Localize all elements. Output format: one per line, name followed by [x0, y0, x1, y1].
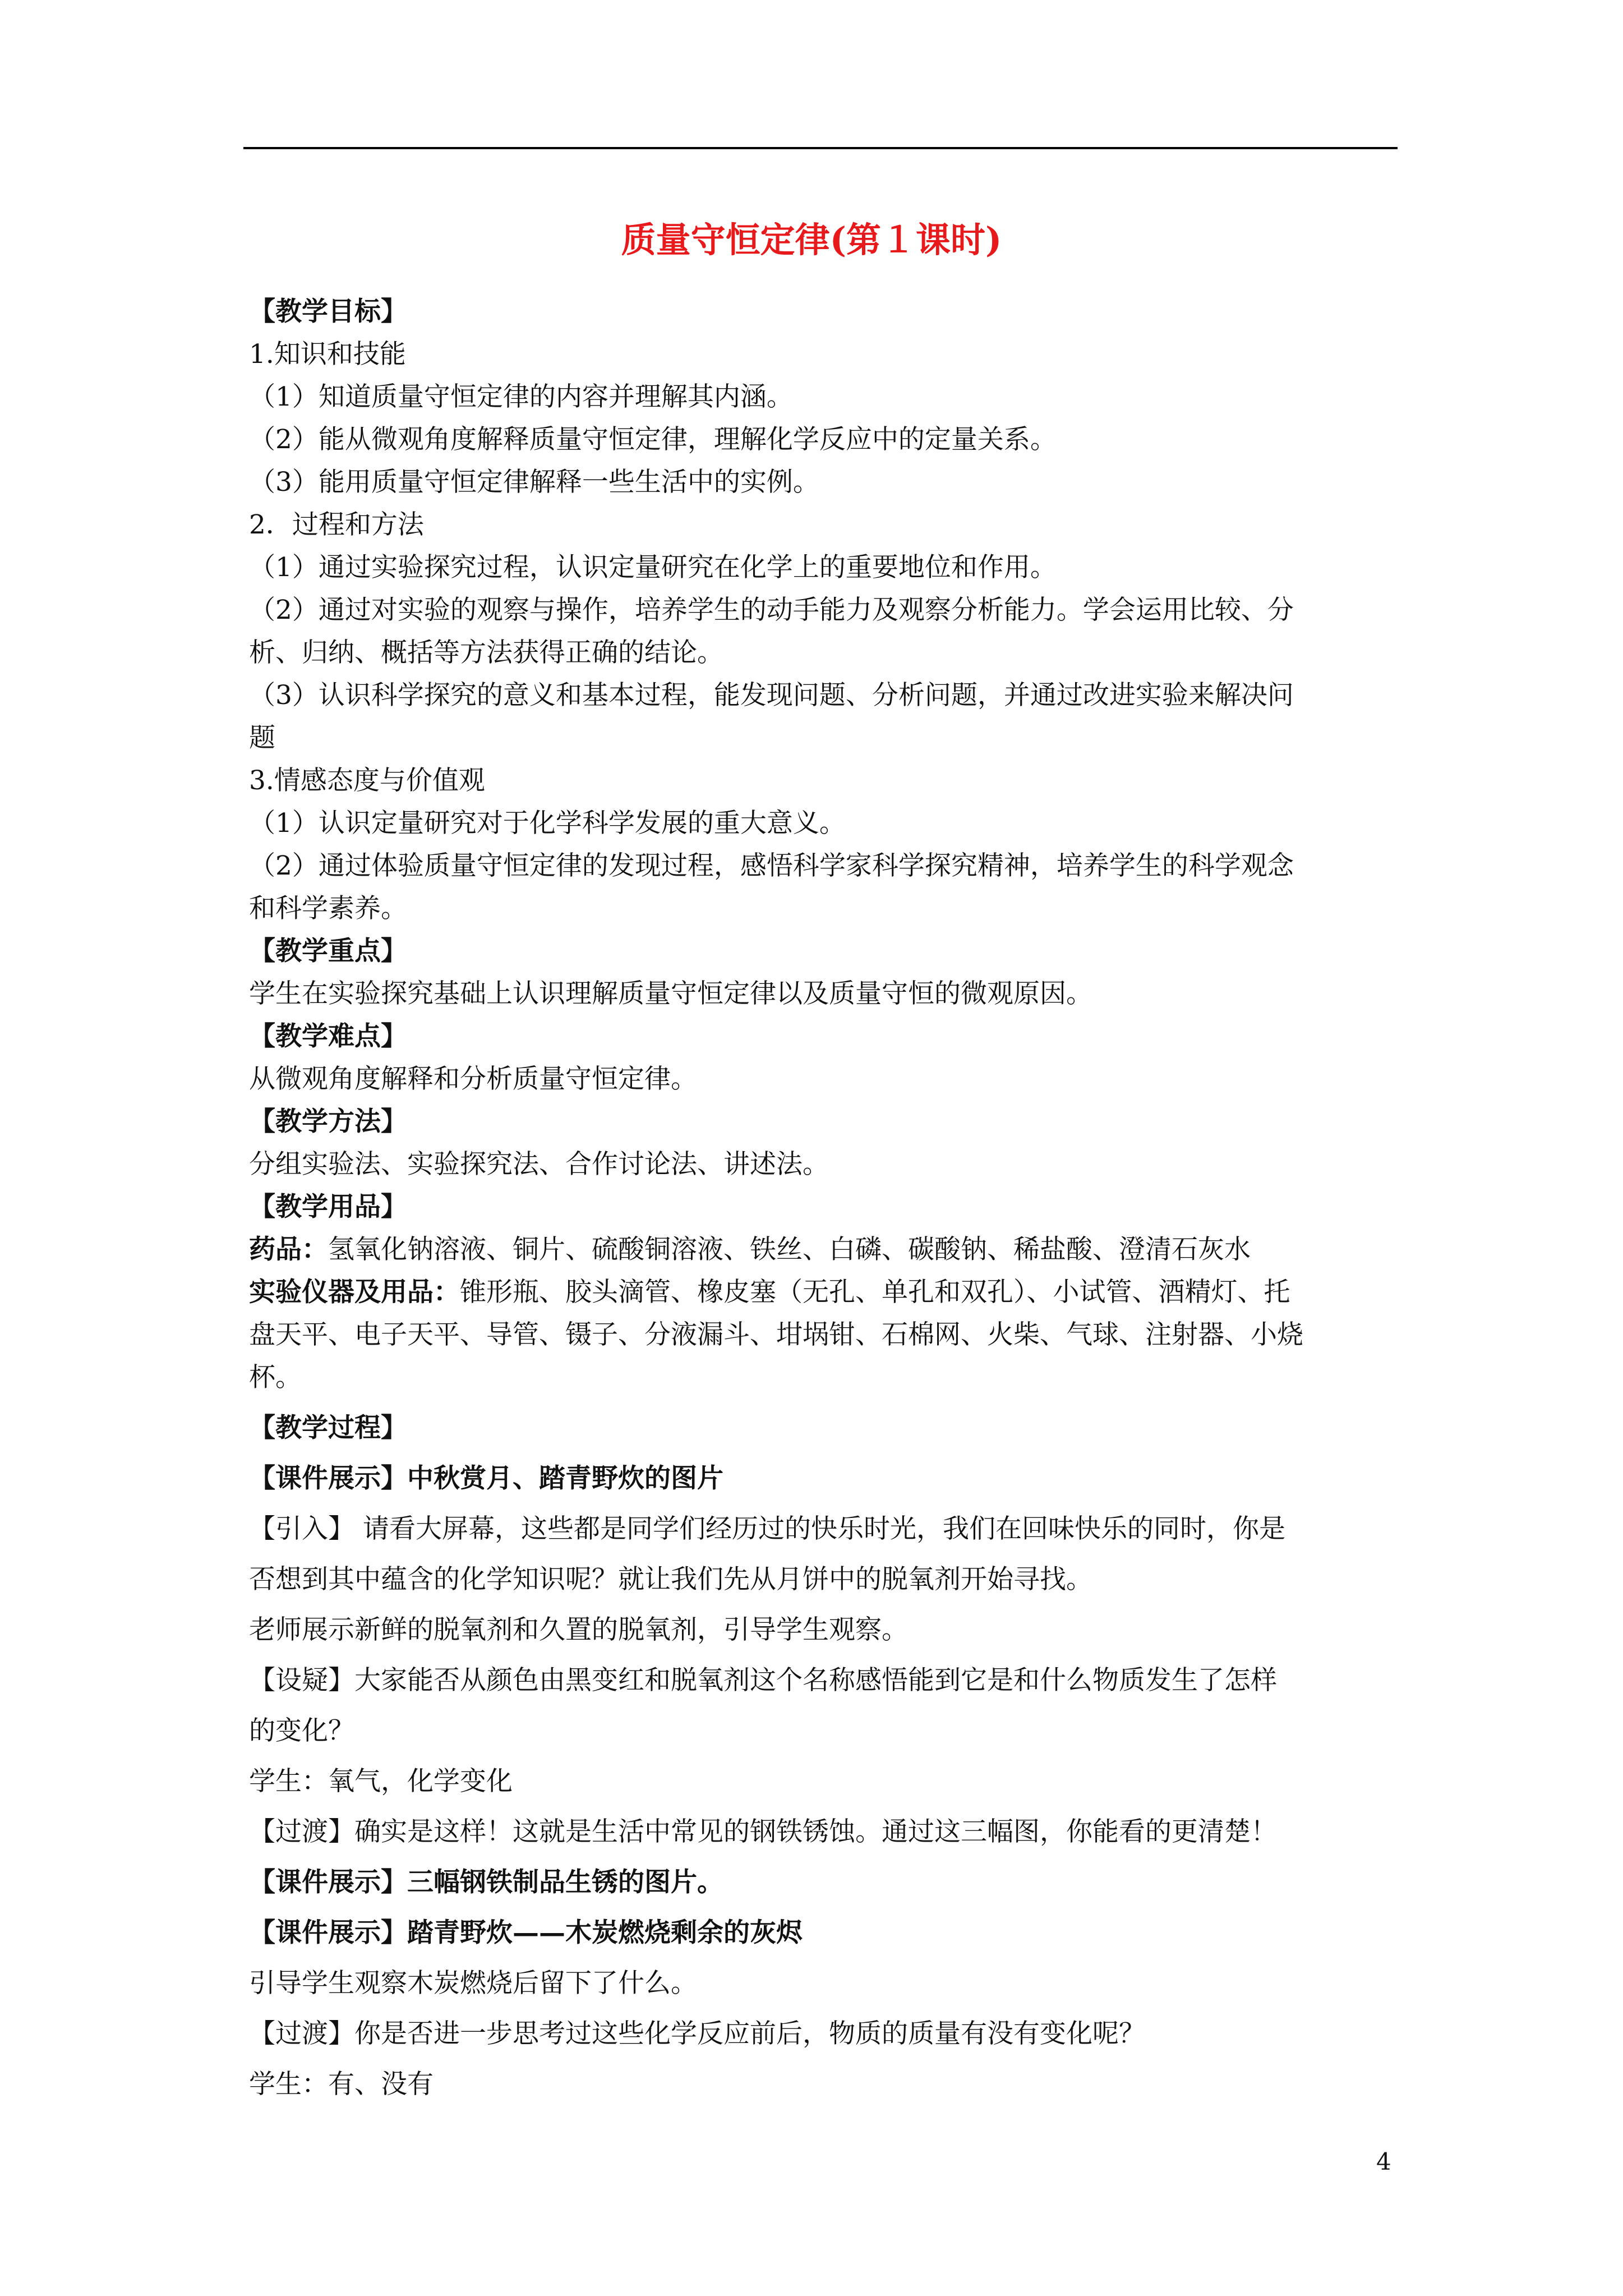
- line-text: 【教学目标】: [249, 296, 407, 327]
- line-text: 从微观角度解释和分析质量守恒定律。: [249, 1064, 697, 1094]
- section-heading: [249, 1457, 1399, 1500]
- text-line: [249, 1314, 1399, 1356]
- line-text: 【教学用品】: [249, 1191, 407, 1222]
- line-text: 老师展示新鲜的脱氧剂和久置的脱氧剂，引导学生观察。: [249, 1614, 908, 1645]
- line-text: 题: [249, 723, 275, 753]
- section-heading: [249, 1407, 1399, 1450]
- line-text: 【课件展示】三幅钢铁制品生锈的图片。: [249, 1867, 723, 1898]
- line-text: 氢氧化钠溶液、铜片、硫酸铜溶液、铁丝、白磷、碳酸钠、稀盐酸、澄清石灰水: [328, 1234, 1251, 1265]
- line-text: 3.情感态度与价值观: [249, 765, 485, 796]
- line-text: 否想到其中蕴含的化学知识呢？就让我们先从月饼中的脱氧剂开始寻找。: [249, 1564, 1092, 1595]
- text-line: [249, 802, 1399, 845]
- line-text: 盘天平、电子天平、导管、镊子、分液漏斗、坩埚钳、石棉网、火柴、气球、注射器、小烧: [249, 1319, 1303, 1350]
- text-line: [249, 2063, 1399, 2106]
- text-line: [249, 1710, 1399, 1752]
- line-text: 【教学过程】: [249, 1412, 407, 1443]
- text-line: [249, 1811, 1399, 1853]
- line-text: （1）知道质量守恒定律的内容并理解其内涵。: [249, 381, 793, 412]
- text-line: [249, 1659, 1399, 1702]
- page-title: 质量守恒定律(第１课时): [621, 219, 1002, 260]
- text-line: [249, 333, 1399, 376]
- line-text: 1.知识和技能: [249, 339, 406, 370]
- line-text: 【教学方法】: [249, 1106, 407, 1137]
- section-heading: [249, 1015, 1399, 1058]
- line-text: 【设疑】大家能否从颜色由黑变红和脱氧剂这个名称感悟能到它是和什么物质发生了怎样: [249, 1665, 1277, 1696]
- text-line: [249, 887, 1399, 930]
- section-heading: [249, 930, 1399, 973]
- line-text: （3）认识科学探究的意义和基本过程，能发现问题、分析问题，并通过改进实验来解决问: [249, 680, 1294, 711]
- line-lead-label: 实验仪器及用品：: [249, 1277, 460, 1308]
- text-line: [249, 760, 1399, 802]
- text-line: [249, 1558, 1399, 1601]
- text-line: [249, 1356, 1399, 1399]
- header-rule: [243, 147, 1398, 149]
- text-line: [249, 418, 1399, 461]
- line-text: （2）通过体验质量守恒定律的发现过程，感悟科学家科学探究精神，培养学生的科学观念: [249, 850, 1294, 881]
- text-line: [249, 589, 1399, 632]
- line-text: 【教学重点】: [249, 936, 407, 967]
- line-text: 学生在实验探究基础上认识理解质量守恒定律以及质量守恒的微观原因。: [249, 978, 1092, 1009]
- line-text: 引导学生观察木炭燃烧后留下了什么。: [249, 1968, 697, 1999]
- text-line: [249, 461, 1399, 504]
- line-text: （2）通过对实验的观察与操作，培养学生的动手能力及观察分析能力。学会运用比较、分: [249, 595, 1294, 625]
- text-line: [249, 376, 1399, 418]
- section-heading: [249, 1101, 1399, 1143]
- line-text: 锥形瓶、胶头滴管、橡皮塞（无孔、单孔和双孔）、小试管、酒精灯、托: [460, 1277, 1290, 1308]
- text-line: [249, 2013, 1399, 2055]
- line-text: （3）能用质量守恒定律解释一些生活中的实例。: [249, 467, 819, 498]
- line-text: 【课件展示】中秋赏月、踏青野炊的图片: [249, 1463, 723, 1494]
- text-line: [249, 1271, 1399, 1314]
- line-text: 【过渡】确实是这样！这就是生活中常见的钢铁锈蚀。通过这三幅图，你能看的更清楚！: [249, 1816, 1277, 1847]
- line-text: （1）通过实验探究过程，认识定量研究在化学上的重要地位和作用。: [249, 552, 1057, 583]
- line-text: 分组实验法、实验探究法、合作讨论法、讲述法。: [249, 1149, 829, 1180]
- section-heading: [249, 1861, 1399, 1904]
- text-line: [249, 1228, 1399, 1271]
- line-text: 杯。: [249, 1362, 302, 1393]
- line-text: 的变化？: [249, 1715, 354, 1746]
- line-text: 学生：有、没有: [249, 2069, 434, 2100]
- text-line: [249, 632, 1399, 674]
- section-heading: [249, 1912, 1399, 1954]
- text-line: [249, 1962, 1399, 2005]
- line-text: 学生：氧气，化学变化: [249, 1766, 513, 1797]
- line-text: （2）能从微观角度解释质量守恒定律，理解化学反应中的定量关系。: [249, 424, 1057, 455]
- text-line: [249, 717, 1399, 760]
- text-line: [249, 1143, 1399, 1186]
- document-body: [249, 291, 1399, 2106]
- line-text: 【过渡】你是否进一步思考过这些化学反应前后，物质的质量有没有变化呢？: [249, 2018, 1145, 2049]
- line-text: 【课件展示】踏青野炊——木炭燃烧剩余的灰烬: [249, 1917, 803, 1948]
- line-lead-label: 药品：: [249, 1234, 328, 1265]
- text-line: [249, 1508, 1399, 1550]
- text-line: [249, 1760, 1399, 1803]
- page-number: 4: [1376, 2148, 1391, 2175]
- line-text: 【引入】 请看大屏幕，这些都是同学们经历过的快乐时光，我们在回味快乐的同时，你是: [249, 1513, 1285, 1544]
- line-text: 2．过程和方法: [249, 509, 424, 540]
- line-text: 和科学素养。: [249, 893, 407, 924]
- text-line: [249, 504, 1399, 546]
- text-line: [249, 973, 1399, 1015]
- line-text: （1）认识定量研究对于化学科学发展的重大意义。: [249, 808, 846, 839]
- line-text: 【教学难点】: [249, 1021, 407, 1052]
- text-line: [249, 674, 1399, 717]
- line-text: 析、归纳、概括等方法获得正确的结论。: [249, 637, 723, 668]
- text-line: [249, 546, 1399, 589]
- text-line: [249, 1609, 1399, 1651]
- section-heading: [249, 1186, 1399, 1228]
- text-line: [249, 1058, 1399, 1101]
- section-heading: [249, 291, 1399, 333]
- text-line: [249, 845, 1399, 887]
